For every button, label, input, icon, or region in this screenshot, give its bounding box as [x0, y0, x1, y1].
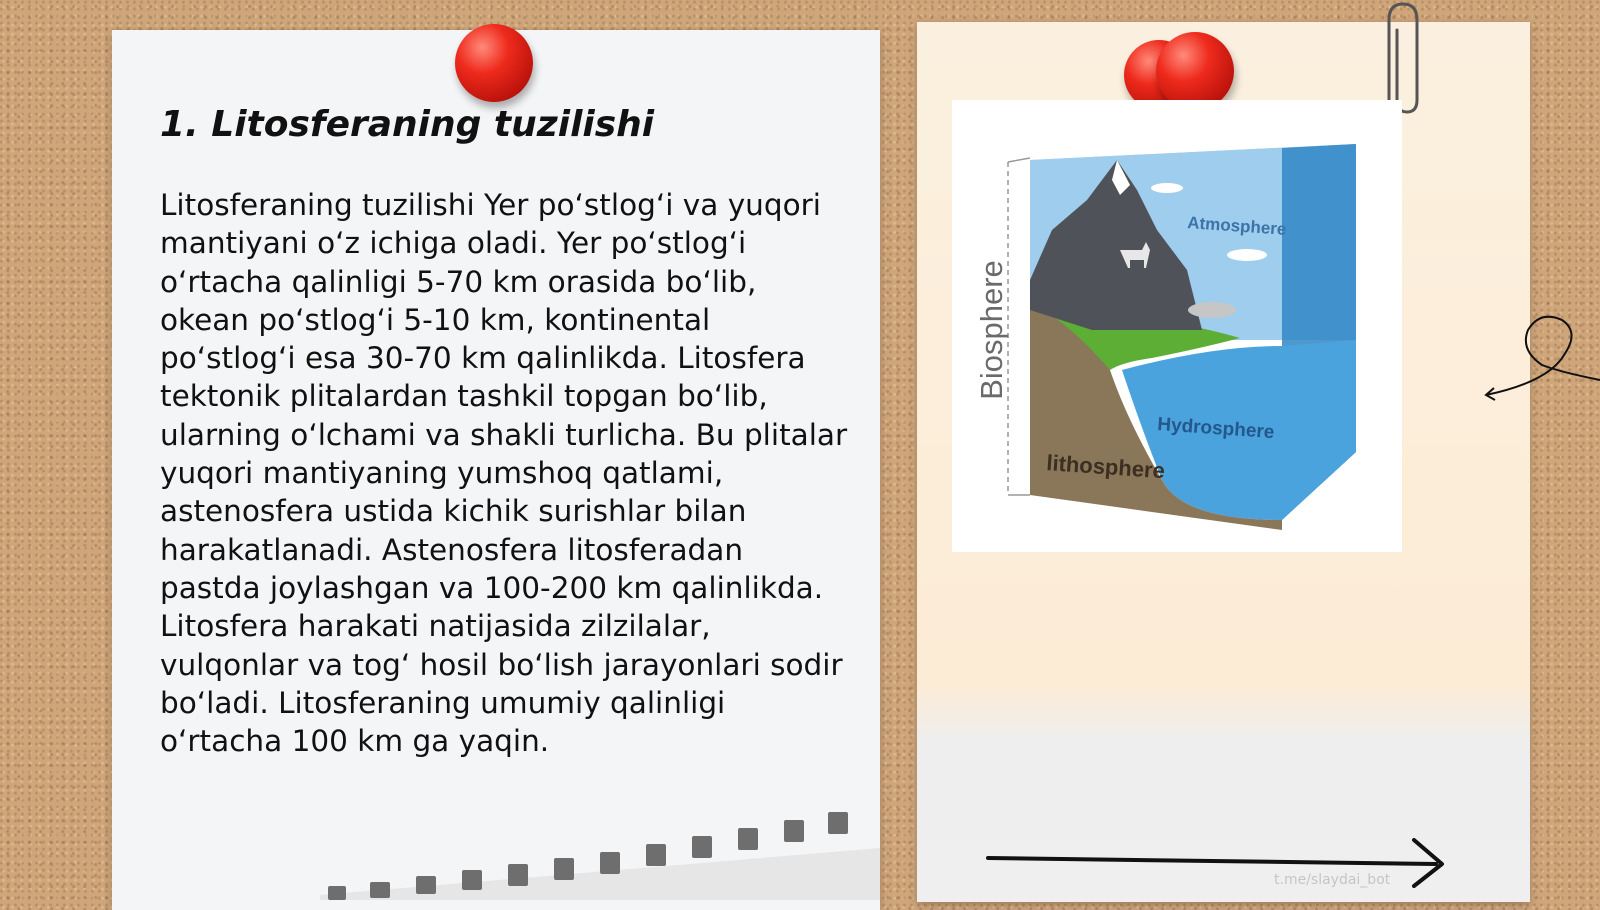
biosphere-label: Biosphere	[974, 260, 1009, 400]
spheres-diagram	[952, 100, 1402, 552]
lithosphere-label: lithosphere	[1045, 450, 1166, 484]
atmosphere-label: Atmosphere	[1186, 213, 1287, 239]
watermark: t.me/slaydai_bot	[1274, 872, 1391, 888]
torn-paper-strip	[320, 800, 880, 900]
body-paragraph: Litosferaning tuzilishi Yer po‘stlog‘i va yuqori mantiyani o‘z ichiga oladi. Yer po‘stlog‘i o‘rtacha qalinligi 5-70 km orasida bo‘lib, okean po‘stlog‘i 5-10 km, kontinental po‘stlog‘i esa 30-70 km qalinlikda. Litosfera tektonik plitalardan tashkil topgan bo‘lib, ularning o‘lchami va shakli turlicha. Bu plitalar yuqori mantiyaning yumshoq qatlami, astenosfera ustida kichik surishlar bilan harakatlanadi. Astenosfera litosferadan pastda joylashgan va 100-200 km qalinlikda. Litosfera harakati natijasida zilzilalar, vulqonlar va tog‘ hosil bo‘lish jarayonlari sodir bo‘ladi. Litosferaning umumiy qalinligi o‘rtacha 100 km ga yaqin.	[160, 188, 848, 759]
pushpin-left-icon	[455, 24, 533, 102]
page-title: 1. Litosferaning tuzilishi	[160, 104, 655, 145]
curly-arrow-icon	[1480, 310, 1600, 410]
pushpin-right-icon	[1156, 32, 1234, 110]
hydrosphere-label: Hydrosphere	[1156, 414, 1276, 444]
earth-spheres-image	[952, 100, 1402, 552]
